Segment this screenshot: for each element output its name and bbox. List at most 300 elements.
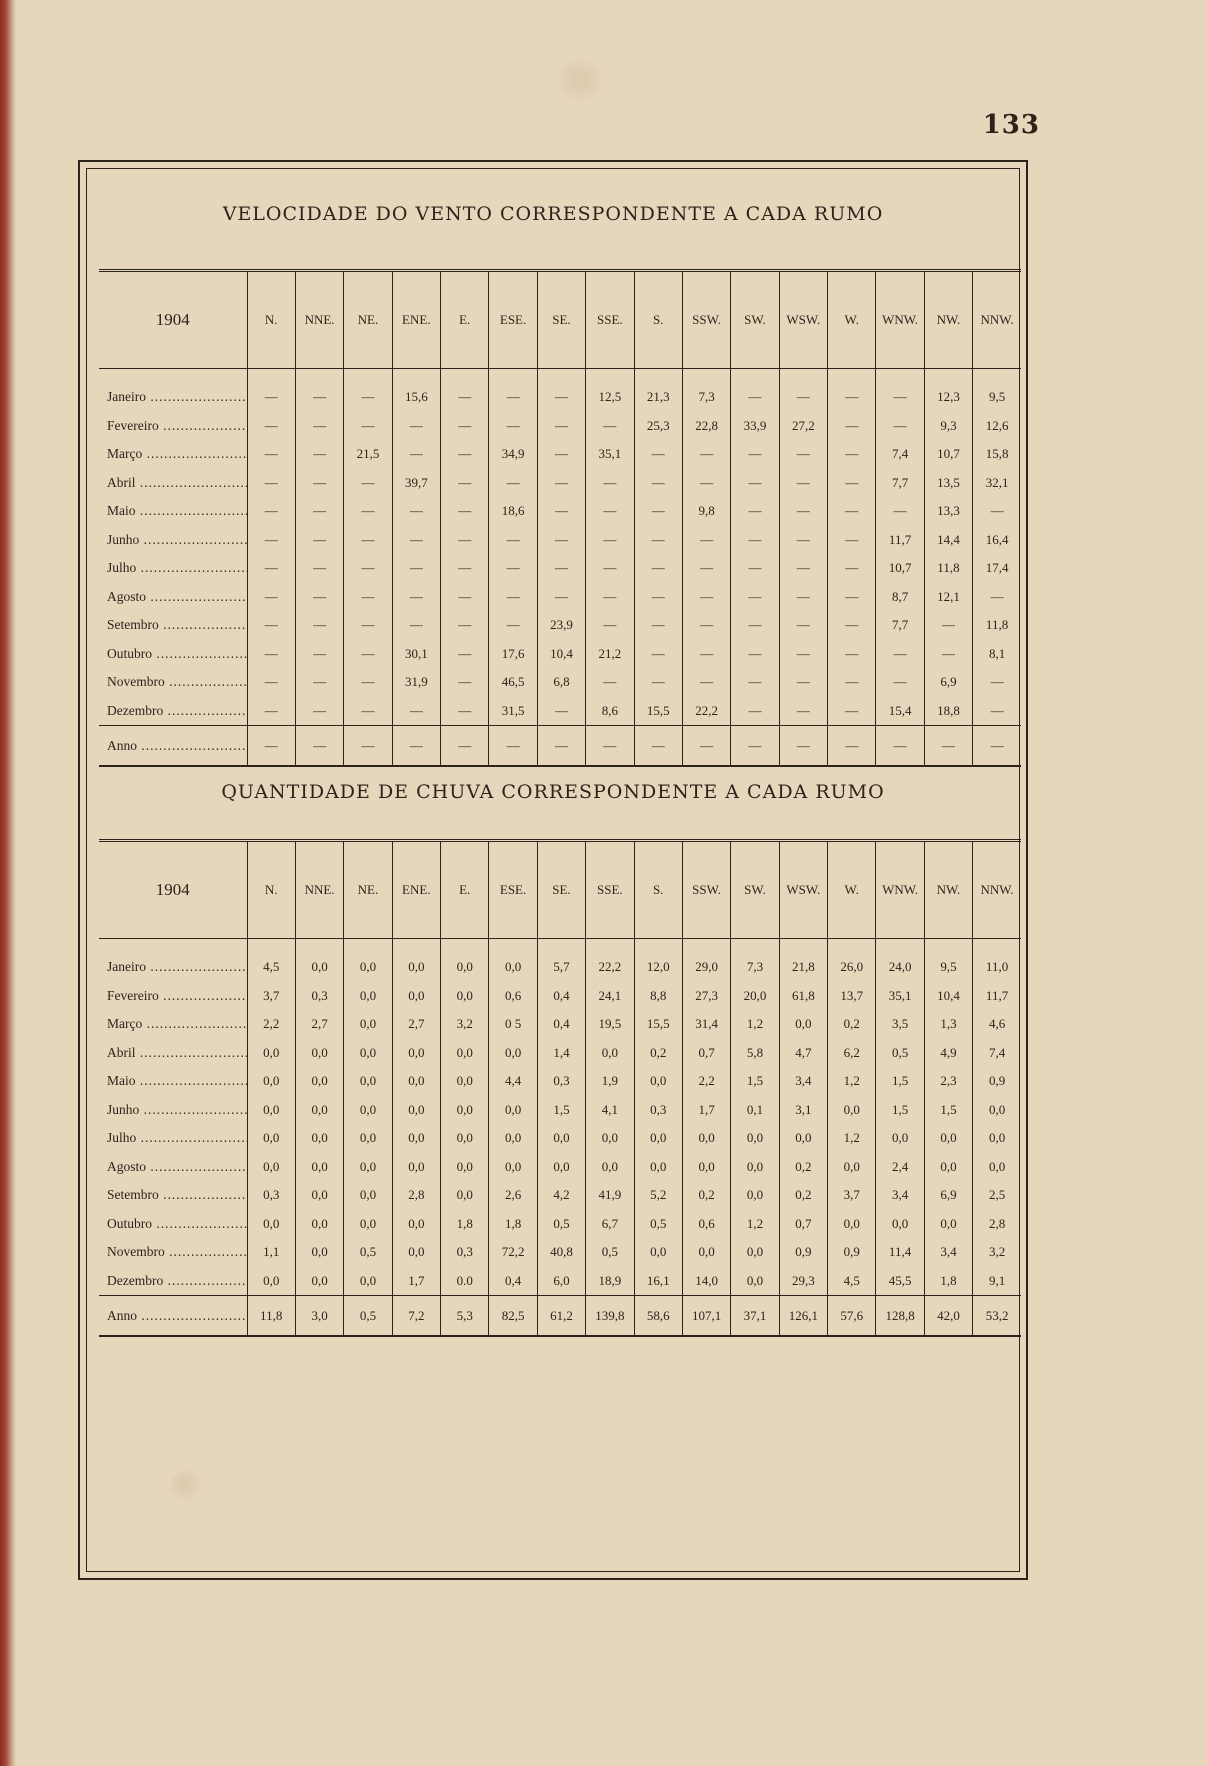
velocidade-title: VELOCIDADE DO VENTO CORRESPONDENTE A CADA RUMO bbox=[222, 203, 884, 225]
table-cell: 0,0 bbox=[779, 1124, 827, 1153]
table-cell: 21,8 bbox=[779, 939, 827, 982]
table-cell: — bbox=[392, 440, 440, 469]
table-cell: 0,0 bbox=[295, 1153, 343, 1182]
table-cell: 1,5 bbox=[924, 1096, 972, 1125]
total-cell: 5,3 bbox=[441, 1296, 489, 1337]
table-row bbox=[99, 1238, 1021, 1267]
table-cell: 11,8 bbox=[973, 611, 1021, 640]
table-cell: 8,7 bbox=[876, 583, 924, 612]
table-cell: — bbox=[247, 640, 295, 669]
table-cell: 0,0 bbox=[586, 1153, 634, 1182]
table-cell: 0,0 bbox=[247, 1210, 295, 1239]
month-label: Setembro ..... bbox=[99, 611, 247, 640]
table-cell: — bbox=[441, 554, 489, 583]
table-cell: 1,7 bbox=[392, 1267, 440, 1296]
table-row bbox=[99, 583, 1021, 612]
total-cell: — bbox=[295, 726, 343, 767]
table-cell: — bbox=[586, 469, 634, 498]
table-cell: — bbox=[876, 668, 924, 697]
table-cell: 0,5 bbox=[344, 1238, 392, 1267]
column-header: NE. bbox=[344, 271, 392, 369]
table-cell: — bbox=[924, 611, 972, 640]
table-cell: — bbox=[634, 554, 682, 583]
month-label: Junho ..... bbox=[99, 1096, 247, 1125]
table-cell: — bbox=[828, 554, 876, 583]
year-header: 1904 bbox=[155, 880, 190, 899]
table-cell: 0,0 bbox=[344, 1067, 392, 1096]
table-cell: 0,0 bbox=[344, 1181, 392, 1210]
table-cell: 0,0 bbox=[295, 1039, 343, 1068]
total-cell: — bbox=[731, 726, 779, 767]
table-cell: 7,7 bbox=[876, 469, 924, 498]
table-cell: 7,3 bbox=[682, 369, 730, 412]
table-cell: 0,0 bbox=[344, 1210, 392, 1239]
table-cell: — bbox=[441, 668, 489, 697]
table-cell: 0,0 bbox=[489, 1153, 537, 1182]
table-cell: 6,7 bbox=[586, 1210, 634, 1239]
table-cell: 22,2 bbox=[682, 697, 730, 726]
table-cell: — bbox=[247, 668, 295, 697]
table-cell: — bbox=[586, 583, 634, 612]
table-cell: — bbox=[247, 412, 295, 441]
table-cell: 3,2 bbox=[441, 1010, 489, 1039]
month-label: Outubro ..... bbox=[99, 1210, 247, 1239]
table-cell: 0,0 bbox=[489, 1124, 537, 1153]
total-label: Anno ..... bbox=[99, 726, 247, 767]
table-cell: — bbox=[828, 668, 876, 697]
table-cell: — bbox=[586, 497, 634, 526]
column-header: SSE. bbox=[586, 841, 634, 939]
table-cell: 0,0 bbox=[731, 1267, 779, 1296]
table-row bbox=[99, 611, 1021, 640]
table-cell: — bbox=[586, 611, 634, 640]
table-cell: 0,4 bbox=[489, 1267, 537, 1296]
table-cell: — bbox=[682, 640, 730, 669]
table-cell: 1,2 bbox=[828, 1067, 876, 1096]
table-cell: — bbox=[634, 640, 682, 669]
table-cell: 1,7 bbox=[682, 1096, 730, 1125]
table-row bbox=[99, 1153, 1021, 1182]
table-cell: 0,0 bbox=[441, 1124, 489, 1153]
table-cell: — bbox=[344, 640, 392, 669]
table-cell: 18,9 bbox=[586, 1267, 634, 1296]
table-cell: — bbox=[586, 412, 634, 441]
table-cell: 4,7 bbox=[779, 1039, 827, 1068]
table-cell: 0.0 bbox=[441, 1267, 489, 1296]
table-cell: — bbox=[489, 469, 537, 498]
table-cell: — bbox=[828, 526, 876, 555]
table-cell: 0,5 bbox=[586, 1238, 634, 1267]
table-cell: 2,5 bbox=[973, 1181, 1021, 1210]
table-cell: 0,0 bbox=[344, 1124, 392, 1153]
table-cell: 4,1 bbox=[586, 1096, 634, 1125]
table-cell: 72,2 bbox=[489, 1238, 537, 1267]
column-header: WSW. bbox=[779, 271, 827, 369]
table-cell: 0,0 bbox=[295, 1210, 343, 1239]
table-cell: 0,0 bbox=[247, 1153, 295, 1182]
table-cell: — bbox=[586, 554, 634, 583]
table-cell: 61,8 bbox=[779, 982, 827, 1011]
month-label: Julho ..... bbox=[99, 554, 247, 583]
month-label: Março ..... bbox=[99, 440, 247, 469]
table-cell: 8,1 bbox=[973, 640, 1021, 669]
table-cell: 6,2 bbox=[828, 1039, 876, 1068]
velocidade-table bbox=[99, 269, 1021, 767]
table-cell: — bbox=[682, 554, 730, 583]
month-label: Fevereiro ..... bbox=[99, 982, 247, 1011]
table-cell: 32,1 bbox=[973, 469, 1021, 498]
table-row bbox=[99, 469, 1021, 498]
table-cell: 24,1 bbox=[586, 982, 634, 1011]
table-cell: 0,0 bbox=[634, 1238, 682, 1267]
table-cell: — bbox=[779, 668, 827, 697]
table-cell: 6,0 bbox=[537, 1267, 585, 1296]
table-cell: — bbox=[441, 440, 489, 469]
month-label: Dezembro ..... bbox=[99, 697, 247, 726]
table-cell: 0,0 bbox=[634, 1153, 682, 1182]
table-cell: 21,2 bbox=[586, 640, 634, 669]
table-cell: — bbox=[489, 583, 537, 612]
table-cell: 2,2 bbox=[247, 1010, 295, 1039]
total-cell: — bbox=[682, 726, 730, 767]
table-cell: — bbox=[586, 526, 634, 555]
month-label: Março ..... bbox=[99, 1010, 247, 1039]
table-cell: 0,9 bbox=[828, 1238, 876, 1267]
table-cell: — bbox=[344, 469, 392, 498]
table-cell: 3,4 bbox=[924, 1238, 972, 1267]
table-cell: — bbox=[441, 640, 489, 669]
table-cell: 1,8 bbox=[489, 1210, 537, 1239]
column-header: ESE. bbox=[489, 841, 537, 939]
table-cell: 0,0 bbox=[392, 1153, 440, 1182]
total-cell: 107,1 bbox=[682, 1296, 730, 1337]
month-label: Abril ..... bbox=[99, 469, 247, 498]
column-header: S. bbox=[634, 271, 682, 369]
table-cell: 0,0 bbox=[392, 939, 440, 982]
table-cell: 11,7 bbox=[973, 982, 1021, 1011]
table-cell: 0,0 bbox=[682, 1153, 730, 1182]
total-cell: 0,5 bbox=[344, 1296, 392, 1337]
table-cell: — bbox=[537, 412, 585, 441]
table-cell: — bbox=[779, 526, 827, 555]
table-cell: 15,8 bbox=[973, 440, 1021, 469]
total-cell: — bbox=[779, 726, 827, 767]
table-cell: 0,0 bbox=[489, 1039, 537, 1068]
table-cell: — bbox=[828, 469, 876, 498]
table-cell: — bbox=[295, 697, 343, 726]
table-cell: — bbox=[779, 640, 827, 669]
table-row bbox=[99, 1181, 1021, 1210]
table-cell: — bbox=[295, 668, 343, 697]
table-cell: 14,4 bbox=[924, 526, 972, 555]
table-cell: 6,9 bbox=[924, 668, 972, 697]
table-cell: — bbox=[392, 497, 440, 526]
table-cell: — bbox=[876, 640, 924, 669]
table-cell: — bbox=[876, 412, 924, 441]
table-cell: 29,0 bbox=[682, 939, 730, 982]
table-cell: — bbox=[779, 611, 827, 640]
table-cell: — bbox=[634, 469, 682, 498]
table-cell: — bbox=[441, 583, 489, 612]
table-cell: — bbox=[441, 611, 489, 640]
table-cell: — bbox=[779, 697, 827, 726]
month-label: Abril ..... bbox=[99, 1039, 247, 1068]
table-cell: 0,0 bbox=[441, 939, 489, 982]
table-cell: 9,1 bbox=[973, 1267, 1021, 1296]
table-cell: 0,0 bbox=[828, 1210, 876, 1239]
table-cell: 0,0 bbox=[344, 1039, 392, 1068]
table-cell: 0,0 bbox=[731, 1238, 779, 1267]
table-cell: 12,5 bbox=[586, 369, 634, 412]
table-cell: — bbox=[489, 369, 537, 412]
table-cell: 0,0 bbox=[392, 1124, 440, 1153]
table-cell: — bbox=[731, 640, 779, 669]
table-cell: — bbox=[779, 497, 827, 526]
column-header: WNW. bbox=[876, 841, 924, 939]
table-cell: — bbox=[682, 611, 730, 640]
chuva-table-wrap bbox=[99, 839, 1021, 1337]
table-cell: 7,4 bbox=[973, 1039, 1021, 1068]
table-cell: — bbox=[295, 583, 343, 612]
table-cell: 0,3 bbox=[247, 1181, 295, 1210]
table-cell: 0,2 bbox=[828, 1010, 876, 1039]
column-header: NNE. bbox=[295, 841, 343, 939]
table-cell: 0,6 bbox=[682, 1210, 730, 1239]
table-cell: — bbox=[634, 611, 682, 640]
table-cell: — bbox=[441, 412, 489, 441]
table-row bbox=[99, 526, 1021, 555]
table-cell: 12,0 bbox=[634, 939, 682, 982]
year-header: 1904 bbox=[155, 310, 190, 329]
table-cell: 0,0 bbox=[247, 1096, 295, 1125]
table-cell: — bbox=[537, 526, 585, 555]
table-cell: — bbox=[731, 611, 779, 640]
table-cell: 0,0 bbox=[247, 1067, 295, 1096]
table-cell: 0,0 bbox=[731, 1124, 779, 1153]
table-cell: 13,7 bbox=[828, 982, 876, 1011]
table-cell: 7,4 bbox=[876, 440, 924, 469]
column-header: SSW. bbox=[682, 271, 730, 369]
table-cell: 0,0 bbox=[828, 1096, 876, 1125]
total-cell: 7,2 bbox=[392, 1296, 440, 1337]
month-label: Maio ..... bbox=[99, 1067, 247, 1096]
table-cell: 21,3 bbox=[634, 369, 682, 412]
table-row bbox=[99, 1067, 1021, 1096]
table-cell: 6,9 bbox=[924, 1181, 972, 1210]
page-frame bbox=[78, 160, 1028, 1580]
column-header: W. bbox=[828, 271, 876, 369]
table-cell: 35,1 bbox=[876, 982, 924, 1011]
table-cell: 18,8 bbox=[924, 697, 972, 726]
column-header: E. bbox=[441, 271, 489, 369]
total-cell: 61,2 bbox=[537, 1296, 585, 1337]
table-cell: — bbox=[779, 440, 827, 469]
table-cell: — bbox=[441, 497, 489, 526]
table-cell: — bbox=[634, 583, 682, 612]
table-cell: — bbox=[731, 554, 779, 583]
month-label: Julho ..... bbox=[99, 1124, 247, 1153]
table-cell: — bbox=[586, 668, 634, 697]
table-cell: — bbox=[295, 526, 343, 555]
table-cell: 9,5 bbox=[924, 939, 972, 982]
page-frame-inner bbox=[86, 168, 1020, 1572]
table-cell: — bbox=[344, 668, 392, 697]
table-cell: 27,2 bbox=[779, 412, 827, 441]
table-cell: — bbox=[731, 526, 779, 555]
table-cell: 17,6 bbox=[489, 640, 537, 669]
table-cell: 2,8 bbox=[392, 1181, 440, 1210]
table-cell: 1,2 bbox=[731, 1010, 779, 1039]
table-cell: 1,5 bbox=[731, 1067, 779, 1096]
table-cell: 0,0 bbox=[779, 1010, 827, 1039]
table-row bbox=[99, 1210, 1021, 1239]
table-cell: — bbox=[682, 469, 730, 498]
table-cell: 31,5 bbox=[489, 697, 537, 726]
table-cell: — bbox=[489, 526, 537, 555]
table-cell: — bbox=[344, 369, 392, 412]
table-cell: — bbox=[295, 440, 343, 469]
table-cell: 0,0 bbox=[441, 982, 489, 1011]
table-cell: — bbox=[731, 583, 779, 612]
table-cell: 0 5 bbox=[489, 1010, 537, 1039]
total-cell: — bbox=[344, 726, 392, 767]
total-cell: — bbox=[392, 726, 440, 767]
column-header: SE. bbox=[537, 271, 585, 369]
table-cell: 0,0 bbox=[344, 1010, 392, 1039]
column-header: N. bbox=[247, 841, 295, 939]
table-cell: 0,0 bbox=[295, 1096, 343, 1125]
table-cell: 0,0 bbox=[441, 1181, 489, 1210]
table-cell: — bbox=[876, 369, 924, 412]
table-cell: 39,7 bbox=[392, 469, 440, 498]
table-row bbox=[99, 440, 1021, 469]
column-header: SSW. bbox=[682, 841, 730, 939]
table-cell: 0,0 bbox=[489, 939, 537, 982]
table-cell: — bbox=[344, 497, 392, 526]
table-cell: 3,4 bbox=[779, 1067, 827, 1096]
total-cell: 128,8 bbox=[876, 1296, 924, 1337]
total-cell: — bbox=[924, 726, 972, 767]
month-label: Agosto ..... bbox=[99, 1153, 247, 1182]
column-header: WSW. bbox=[779, 841, 827, 939]
table-cell: 2,4 bbox=[876, 1153, 924, 1182]
table-cell: 40,8 bbox=[537, 1238, 585, 1267]
table-cell: 0,0 bbox=[441, 1153, 489, 1182]
table-cell: — bbox=[392, 526, 440, 555]
table-cell: — bbox=[828, 697, 876, 726]
table-cell: — bbox=[779, 369, 827, 412]
table-cell: 3,5 bbox=[876, 1010, 924, 1039]
table-cell: — bbox=[779, 469, 827, 498]
table-cell: 0,0 bbox=[634, 1124, 682, 1153]
table-cell: 8,8 bbox=[634, 982, 682, 1011]
table-cell: 0,0 bbox=[392, 1238, 440, 1267]
table-cell: 24,0 bbox=[876, 939, 924, 982]
table-cell: — bbox=[344, 554, 392, 583]
paper-stain bbox=[560, 60, 600, 100]
table-cell: 2,7 bbox=[295, 1010, 343, 1039]
column-header: NW. bbox=[924, 271, 972, 369]
table-cell: 9,8 bbox=[682, 497, 730, 526]
table-cell: — bbox=[537, 697, 585, 726]
table-cell: 0,0 bbox=[586, 1039, 634, 1068]
table-cell: 3,7 bbox=[247, 982, 295, 1011]
table-cell: 0,0 bbox=[682, 1238, 730, 1267]
table-cell: 17,4 bbox=[973, 554, 1021, 583]
table-cell: — bbox=[295, 640, 343, 669]
table-row bbox=[99, 497, 1021, 526]
table-row bbox=[99, 939, 1021, 982]
table-cell: 0,0 bbox=[295, 1067, 343, 1096]
table-cell: — bbox=[828, 640, 876, 669]
table-cell: 3,7 bbox=[828, 1181, 876, 1210]
table-cell: — bbox=[344, 412, 392, 441]
table-cell: 11,7 bbox=[876, 526, 924, 555]
table-cell: 1,5 bbox=[876, 1096, 924, 1125]
table-cell: — bbox=[344, 611, 392, 640]
table-cell: — bbox=[392, 697, 440, 726]
table-cell: 11,8 bbox=[924, 554, 972, 583]
table-cell: 10,7 bbox=[876, 554, 924, 583]
total-label: Anno ..... bbox=[99, 1296, 247, 1337]
table-cell: 0,7 bbox=[682, 1039, 730, 1068]
table-cell: 0,0 bbox=[876, 1124, 924, 1153]
table-cell: — bbox=[489, 554, 537, 583]
table-cell: 0,2 bbox=[682, 1181, 730, 1210]
table-cell: 22,8 bbox=[682, 412, 730, 441]
table-cell: — bbox=[247, 526, 295, 555]
table-cell: 9,3 bbox=[924, 412, 972, 441]
table-row bbox=[99, 1010, 1021, 1039]
table-cell: 2,6 bbox=[489, 1181, 537, 1210]
table-row bbox=[99, 1096, 1021, 1125]
table-cell: 2,3 bbox=[924, 1067, 972, 1096]
table-cell: 10,4 bbox=[924, 982, 972, 1011]
table-cell: — bbox=[973, 583, 1021, 612]
table-cell: 0,3 bbox=[634, 1096, 682, 1125]
table-cell: 45,5 bbox=[876, 1267, 924, 1296]
table-cell: — bbox=[441, 369, 489, 412]
table-cell: — bbox=[779, 554, 827, 583]
total-cell: — bbox=[586, 726, 634, 767]
table-cell: 15,5 bbox=[634, 1010, 682, 1039]
table-row bbox=[99, 668, 1021, 697]
table-cell: — bbox=[634, 497, 682, 526]
table-cell: 0,6 bbox=[489, 982, 537, 1011]
table-cell: 22,2 bbox=[586, 939, 634, 982]
month-label: Novembro ..... bbox=[99, 668, 247, 697]
table-cell: — bbox=[682, 668, 730, 697]
table-cell: — bbox=[973, 697, 1021, 726]
total-cell: 82,5 bbox=[489, 1296, 537, 1337]
table-cell: 0,3 bbox=[295, 982, 343, 1011]
table-cell: 0,0 bbox=[295, 1238, 343, 1267]
table-cell: 11,0 bbox=[973, 939, 1021, 982]
column-header: SW. bbox=[731, 271, 779, 369]
table-cell: 0,0 bbox=[247, 1124, 295, 1153]
table-cell: 1,5 bbox=[537, 1096, 585, 1125]
column-header: SW. bbox=[731, 841, 779, 939]
month-label: Dezembro ..... bbox=[99, 1267, 247, 1296]
table-cell: 1,9 bbox=[586, 1067, 634, 1096]
table-cell: 0,0 bbox=[973, 1096, 1021, 1125]
table-cell: 0,0 bbox=[441, 1067, 489, 1096]
column-header: W. bbox=[828, 841, 876, 939]
table-cell: 26,0 bbox=[828, 939, 876, 982]
table-row bbox=[99, 554, 1021, 583]
total-cell: — bbox=[634, 726, 682, 767]
table-cell: 0,1 bbox=[731, 1096, 779, 1125]
